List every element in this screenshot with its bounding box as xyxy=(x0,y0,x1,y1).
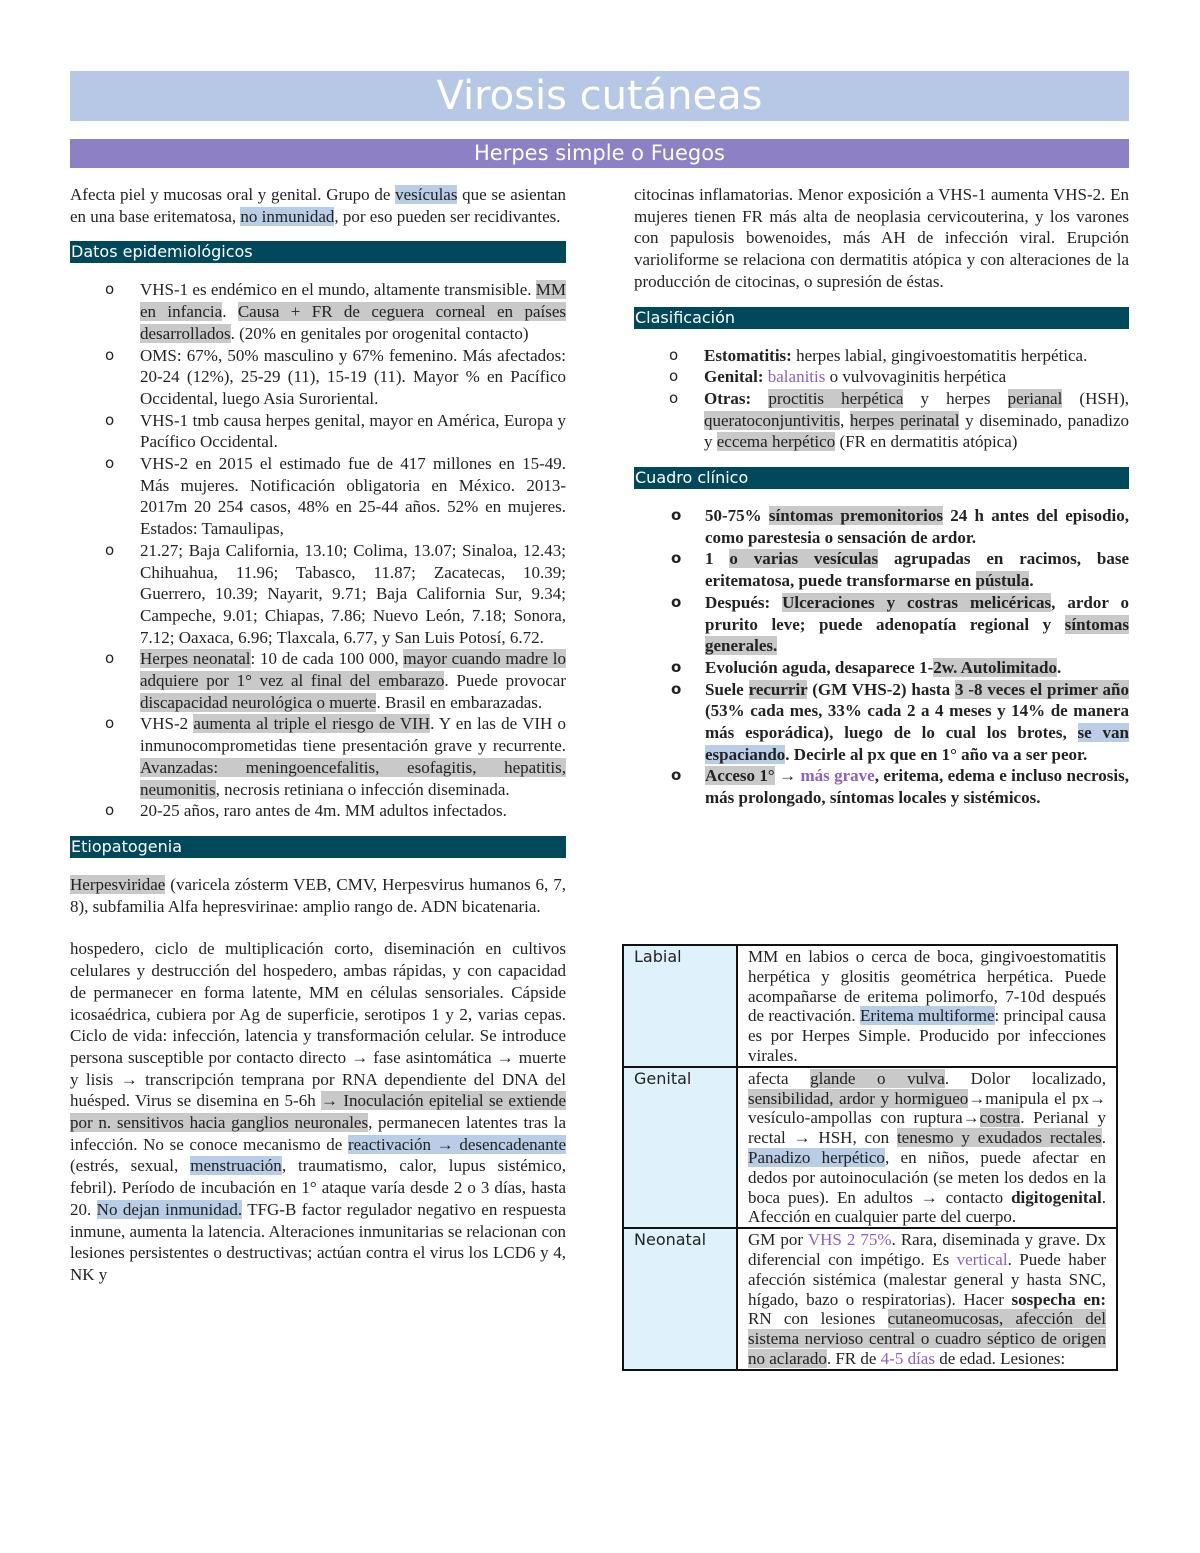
subtitle-banner xyxy=(70,139,1129,168)
text: o vulvovaginitis herpética xyxy=(825,367,1007,387)
section-header-clasificacion: Clasificación xyxy=(634,307,1129,329)
highlight: no inmunidad xyxy=(240,206,335,226)
text: . Dolor localizado, xyxy=(944,1068,1106,1088)
highlight: → Inoculación epitelial se extiende por n. sensitivos hacia ganglios neuronales xyxy=(70,1091,566,1133)
highlight: tenesmo y exudados rectales xyxy=(896,1128,1102,1148)
list-item xyxy=(705,679,1129,766)
highlight: se van espaciando xyxy=(705,723,1129,764)
text: . Perianal y rectal → HSH, con xyxy=(748,1108,1106,1148)
section-header-cuadro-clinico: Cuadro clínico xyxy=(634,467,1129,489)
list-item: o 21.27; Baja California, 13.10; Colima, 13.07; Sinaloa, 12.43; Chihuahua, 11.96; Tabasco, 11.87; Zacatecas, 10.39; Guerrero, 10.39; Nayarit, 9.71; Baja California Sur, 9.34; Campeche, 9.01; Chiapas, 7.86; Nuevo León, 7.18; Sonora, 7.12; Oaxaca, 6.96; Tlaxcala, 6.77, y San Luis Potosí, 6.72. xyxy=(140,540,566,649)
highlight: aumenta al triple el riesgo de VIH xyxy=(193,714,431,734)
list-item xyxy=(705,592,1129,657)
text: , en niños, puede afectar en dedos por autoinoculación (se meten los dedos en la boca pues). En adultos → contacto xyxy=(748,1147,1107,1207)
text: , traumatismo, calor, lupus sistémico, febril). Período de incubación en 1° ataque varía desde 2 o 3 días, hasta 20. xyxy=(70,1156,566,1219)
table-text-cell xyxy=(737,1067,1117,1228)
highlight: 2w. Autolimitado xyxy=(933,657,1058,677)
left-column xyxy=(70,184,566,1286)
text: TFG-B factor regulador negativo en respuesta inmune, aumenta la latencia. Alteraciones inmunitarias se relacionan con lesiones persistentes o destructivas; actúan contra el virus los LCD6 y 4, NK y xyxy=(70,1199,567,1284)
highlight: síntomas generales. xyxy=(705,614,1129,656)
term: Otras: xyxy=(704,388,752,408)
highlight: No dejan inmunidad. xyxy=(96,1199,243,1219)
highlight: Panadizo herpético xyxy=(748,1147,885,1167)
list-item: o 20-25 años, raro antes de 4m. MM adultos infectados. xyxy=(140,800,566,822)
purple-text: 4-5 días xyxy=(880,1348,935,1368)
bold-text: parestesia o sensación de ardor. xyxy=(747,527,977,547)
list-item xyxy=(705,765,1129,808)
bold-text: digitogenital xyxy=(1011,1187,1102,1207)
highlight: o varias vesículas xyxy=(729,549,879,569)
text: Suele xyxy=(705,679,749,699)
text: RN con lesiones xyxy=(748,1309,888,1329)
list-item xyxy=(705,657,1129,679)
highlight: queratoconjuntivitis xyxy=(704,410,840,430)
highlight: Causa + FR de ceguera corneal en países desarrollados xyxy=(140,302,566,343)
page-title: Virosis cutáneas xyxy=(436,73,763,119)
text: . (20% en genitales por orogenital contacto) xyxy=(230,323,529,343)
text: . Puede provocar xyxy=(444,671,567,691)
text: . xyxy=(1029,571,1034,591)
section-header-etiopatogenia: Etiopatogenia xyxy=(70,836,566,858)
text: , xyxy=(839,410,850,430)
section-header-epidemiologia: Datos epidemiológicos xyxy=(70,241,566,263)
table-label-cell: Labial xyxy=(623,945,737,1067)
text: (HSH), xyxy=(1062,388,1129,408)
text xyxy=(751,389,768,408)
text: . Rara, diseminada y grave. Dx diferencial con impétigo. Es xyxy=(748,1230,1106,1269)
highlight: glande o vulva xyxy=(810,1068,945,1088)
text: 1 xyxy=(705,549,730,569)
clinical-forms-table xyxy=(622,944,1118,1371)
list-item xyxy=(140,279,566,344)
term: Genital: xyxy=(704,367,764,387)
list-item xyxy=(705,548,1129,591)
epidemiology-list xyxy=(70,279,566,822)
highlight: perianal xyxy=(1007,388,1063,408)
highlight: cutaneomucosas, afección del sistema nervioso central o cuadro séptico de origen no aclarado xyxy=(748,1309,1106,1368)
purple-text: vertical xyxy=(956,1249,1008,1269)
text: (GM VHS-2) hasta xyxy=(807,679,955,699)
right-column xyxy=(634,184,1129,809)
list-item xyxy=(140,648,566,713)
table-row xyxy=(623,945,1117,1067)
text: (FR en dermatitis atópica) xyxy=(835,432,1018,452)
clinical-list xyxy=(634,505,1129,809)
list-item xyxy=(704,388,1129,453)
highlight: herpes perinatal xyxy=(849,410,960,430)
text: (53% cada mes, 33% cada 2 a 4 meses y 14% de manera más esporádica), luego de lo cual los brotes, xyxy=(705,701,1129,743)
text: . Brasil en embarazadas. xyxy=(376,692,543,712)
text: →manipula el px→ vesículo-ampollas con ruptura→ xyxy=(748,1088,1106,1128)
intro-paragraph xyxy=(70,184,566,227)
table-row xyxy=(623,1067,1117,1228)
purple-text: VHS 2 75% xyxy=(807,1230,892,1250)
list-item: o VHS-2 en 2015 el estimado fue de 417 millones en 15-49. Más mujeres. Notificación obligatoria en México. 2013-2017m 20 254 casos, 48% en 25-44 años. 52% en mujeres. Estados: Tamaulipas, xyxy=(140,453,566,540)
text: de edad. Lesiones: xyxy=(934,1348,1066,1368)
highlight: pústula xyxy=(975,571,1030,591)
text: , ardor o prurito leve; puede adenopatía regional y xyxy=(705,592,1129,634)
highlight: costra xyxy=(979,1108,1021,1128)
text: , por eso pueden ser recidivantes. xyxy=(334,206,561,226)
text: . FR de xyxy=(826,1348,881,1368)
text: que se asientan en una base eritematosa, xyxy=(70,185,566,226)
text: herpes labial, gingivoestomatitis herpética. xyxy=(791,345,1088,365)
text: . Decirle al px que en 1° año va a ser peor. xyxy=(785,744,1088,764)
table-text-cell xyxy=(737,945,1117,1067)
bold-text: Después: xyxy=(705,592,771,612)
text: GM por xyxy=(748,1230,808,1250)
highlight: sensibilidad, ardor y hormigueo xyxy=(748,1088,969,1108)
table-label-cell: Neonatal xyxy=(623,1228,737,1370)
text: . xyxy=(1057,657,1062,677)
highlight: Acceso 1° xyxy=(705,766,775,786)
highlight: vesículas xyxy=(395,185,458,204)
highlight: Herpes neonatal xyxy=(140,649,251,669)
highlight: MM en infancia xyxy=(140,280,566,322)
etio-paragraph-2 xyxy=(70,938,566,1285)
list-item xyxy=(705,505,1129,548)
table-row xyxy=(623,1228,1117,1370)
text: 50-75% xyxy=(705,506,769,526)
text: (varicela zósterm VEB, CMV, Herpesvirus humanos 6, 7, 8), subfamilia Alfa hepresvirinae: amplio rango de. ADN bicatenaria. xyxy=(70,874,566,916)
etio-paragraph-1 xyxy=(70,874,566,917)
text: . Puede haber afección sistémica (malestar general y hasta SNC, hígado, bazo o respiratorias). Hacer xyxy=(748,1249,1106,1309)
highlight: discapacidad neurológica o muerte xyxy=(140,692,377,712)
text: (estrés, sexual, xyxy=(70,1156,191,1176)
text: → xyxy=(774,766,801,786)
highlight: eccema herpético xyxy=(716,432,836,452)
text xyxy=(770,593,782,612)
classification-list xyxy=(634,345,1129,454)
text: afecta xyxy=(748,1068,811,1088)
highlight: síntomas premonitorios xyxy=(768,506,944,526)
list-item: o OMS: 67%, 50% masculino y 67% femenino. Más afectados: 20-24 (12%), 25-29 (11), 15-19 (11). Mayor % en Pacífico Occidental, luego Asia Suroriental. xyxy=(140,345,566,410)
highlight: Ulceraciones y costras melicéricas xyxy=(782,592,1052,612)
continued-paragraph: citocinas inflamatorias. Menor exposición a VHS-1 aumenta VHS-2. En mujeres tienen FR más alta de neoplasia cervicouterina, y los varones con papulosis bowenoides, más AH de infección viral. Erupción varioliforme se relaciona con dermatitis atópica y con alteraciones de la producción de citocinas, o supresión de éstas. xyxy=(634,185,1129,291)
highlight: reactivación → desencadenante xyxy=(347,1134,566,1154)
text: y diseminado, panadizo y xyxy=(704,410,1129,452)
text: . xyxy=(1101,1128,1106,1148)
term: Estomatitis: xyxy=(704,345,792,365)
list-item: o VHS-1 tmb causa herpes genital, mayor en América, Europa y Pacífico Occidental. xyxy=(140,410,566,453)
text: : principal causa es por Herpes Simple. Producido por infecciones virales. xyxy=(748,1006,1106,1065)
text: VHS-1 es endémico en el mundo, altamente transmisible. xyxy=(140,280,536,300)
purple-text: más grave xyxy=(800,766,875,786)
text: . Afección en cualquier parte del cuerpo. xyxy=(748,1187,1106,1227)
list-item xyxy=(140,713,566,800)
list-item xyxy=(704,345,1129,367)
table-text-cell xyxy=(737,1228,1117,1370)
text: , necrosis retiniana o infección diseminada. xyxy=(215,779,510,799)
highlight: Avanzadas: meningoencefalitis, esofagitis, hepatitis, neumonitis xyxy=(140,757,566,799)
bold-text: sistémicos. xyxy=(963,788,1041,808)
text: Evolución aguda, desaparece 1- xyxy=(705,657,934,677)
page-subtitle: Herpes simple o Fuegos xyxy=(473,141,725,165)
highlight: Herpesviridae xyxy=(70,874,166,894)
text: hospedero, ciclo de multiplicación corto, diseminación en cultivos celulares y destrucción del hospedero, ambas rápidas, y con capacidad de permanecer en forma latente, MM en células sensoriales. Cápside icosaédrica, cubiera por Ag de superficie, serotipos 1 y 2, varias cepas. Ciclo de vida: infección, latencia y transformación celular. Se introduce persona susceptible por contacto directo → fase asintomática → muerte y lisis → transcripción temprana por RNA dependiente del DNA del huésped. Virus se disemina en 5-6h xyxy=(70,939,566,1111)
text: y herpes xyxy=(903,388,1008,408)
purple-text: balanitis xyxy=(767,367,826,387)
highlight: Eritema multiforme xyxy=(859,1006,995,1026)
text: . xyxy=(222,302,238,322)
text: MM en labios o cerca de boca, gingivoestomatitis herpética y glositis geométrica herpética. Puede acompañarse de eritema polimorfo, 7-10d después de reactivación. xyxy=(748,947,1106,1026)
table-label-cell: Genital xyxy=(623,1067,737,1228)
highlight: recurrir xyxy=(748,679,808,699)
text: . Y en las de VIH o inmunocomprometidas tiene presentación grave y recurrente. xyxy=(140,714,566,756)
text: agrupadas en racimos, base eritematosa, puede transformarse en xyxy=(705,549,1129,591)
text: , eritema, edema e incluso necrosis, más prolongado, síntomas locales y xyxy=(705,766,1129,808)
highlight: mayor cuando madre lo adquiere por 1° vez al final del embarazo xyxy=(140,649,567,691)
bold-text: sospecha en: xyxy=(1011,1289,1106,1309)
text: , permanecen latentes tras la infección. No se conoce mecanismo de xyxy=(70,1113,566,1154)
list-item xyxy=(704,366,1129,388)
text: 24 h antes del episodio, como xyxy=(705,506,1129,547)
title-banner xyxy=(70,71,1129,121)
text: : 10 de cada 100 000, xyxy=(250,649,404,669)
highlight: menstruación xyxy=(190,1156,282,1176)
highlight: 3 -8 veces el primer año xyxy=(954,679,1129,699)
text: Afecta piel y mucosas oral y genital. Grupo de xyxy=(70,185,396,204)
text: VHS-2 xyxy=(140,714,194,734)
highlight: proctitis herpética xyxy=(768,388,904,408)
